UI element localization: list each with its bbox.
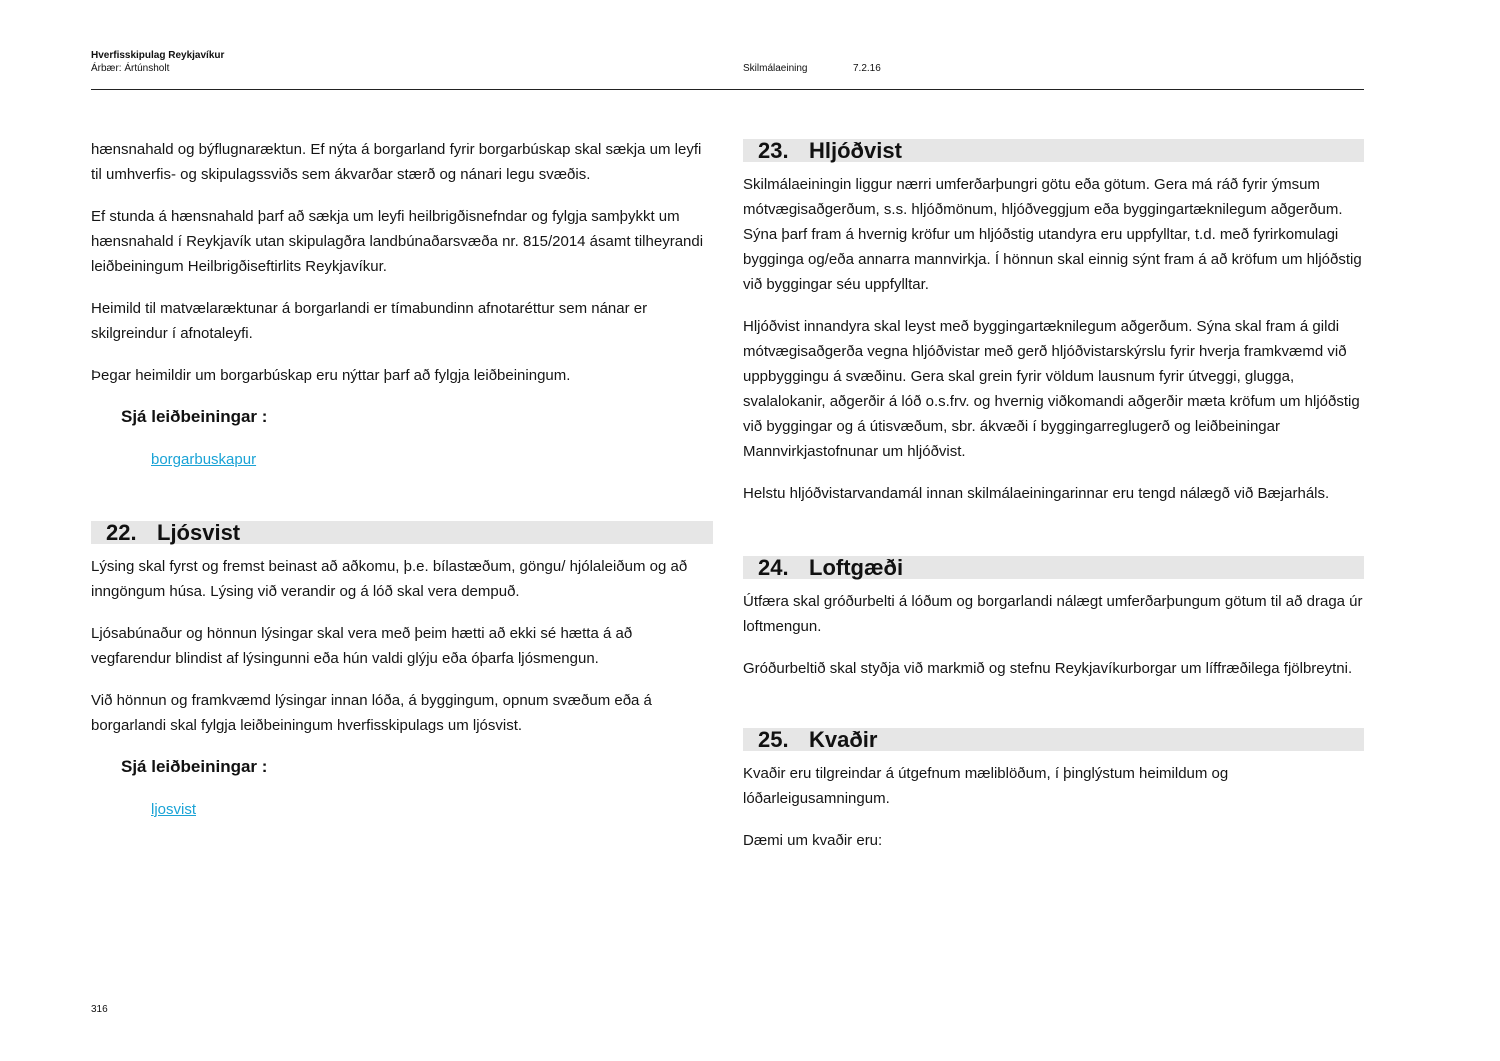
- guidelines-link-row: [151, 449, 713, 471]
- section-title: Kvaðir: [809, 726, 878, 752]
- document-subtitle: Árbær: Ártúnsholt: [91, 63, 170, 74]
- section-heading-hljodvist: [743, 139, 1364, 162]
- document-title: Hverfisskipulag Reykjavíkur: [91, 50, 225, 61]
- spacer: [743, 523, 1364, 556]
- page-number: 316: [91, 1004, 108, 1015]
- section-number: 23.: [758, 137, 789, 163]
- body-paragraph: Útfæra skal gróðurbelti á lóðum og borgarlandi nálægt umferðarþungum götum til að draga úr loftmengun.: [743, 593, 1363, 635]
- section-number: 22.: [106, 519, 137, 545]
- body-paragraph: Helstu hljóðvistarvandamál innan skilmálaeiningarinnar eru tengd nálægð við Bæjarháls.: [743, 485, 1330, 502]
- borgarbuskapur-link[interactable]: borgarbuskapur: [151, 451, 257, 468]
- body-paragraph: Heimild til matvælaræktunar á borgarlandi er tímabundinn afnotaréttur sem nánar er skilgreindur í afnotaleyfi.: [91, 300, 648, 342]
- body-paragraph: Ef stunda á hænsnahald þarf að sækja um leyfi heilbrigðisnefndar og fylgja samþykkt um hænsnahald í Reykjavík utan skipulagðra landbúnaðarsvæða nr. 815/2014 ásamt tilheyrandi leiðbeiningum Heilbrigðiseftirlits Reykjavíkur.: [91, 208, 704, 275]
- section-heading-kvadir: [743, 728, 1364, 751]
- body-paragraph: Skilmálaeiningin liggur nærri umferðarþungri götu eða götum. Gera má ráð fyrir ýmsum mótvægisaðgerðum, s.s. hljóðmönum, hljóðveggjum eða byggingartæknilegum aðgerðum. Sýna þarf fram á hvernig kröfur um hljóðstig utandyra eru uppfylltar, t.d. með fyrirkomulagi bygginga og/eða annarra mannvirkja. Í hönnun skal einnig sýnt fram á að kröfum um hljóðstig við byggingar séu uppfylltar.: [743, 176, 1362, 293]
- section-title: Ljósvist: [157, 519, 241, 545]
- body-paragraph: Þegar heimildir um borgarbúskap eru nýttar þarf að fylgja leiðbeiningum.: [91, 367, 571, 384]
- right-column: [743, 139, 1364, 870]
- guidelines-link-row: [151, 799, 713, 821]
- spacer: [743, 698, 1364, 728]
- header-divider: [91, 89, 1364, 90]
- section-title: Loftgæði: [809, 554, 904, 580]
- body-paragraph: Við hönnun og framkvæmd lýsingar innan lóða, á byggingum, opnum svæðum eða á borgarlandi skal fylgja leiðbeiningum hverfisskipulags um ljósvist.: [91, 692, 652, 734]
- body-paragraph: hænsnahald og býflugnaræktun. Ef nýta á borgarland fyrir borgarbúskap skal sækja um leyfi til umhverfis- og skipulagssviðs sem ákvarðar stærð og nánari legu svæðis.: [91, 141, 702, 183]
- section-title: Hljóðvist: [809, 137, 902, 163]
- section-number: 25.: [758, 726, 789, 752]
- body-paragraph: Kvaðir eru tilgreindar á útgefnum mæliblöðum, í þinglýstum heimildum og lóðarleigusamningum.: [743, 765, 1229, 807]
- section-heading-loftgaedi: [743, 556, 1364, 579]
- left-column: [91, 137, 713, 821]
- body-paragraph: Lýsing skal fyrst og fremst beinast að aðkomu, þ.e. bílastæðum, göngu/ hjólaleiðum og að inngöngum húsa. Lýsing við verandir og á lóð skal vera dempuð.: [91, 558, 688, 600]
- header-section-code: 7.2.16: [853, 63, 881, 74]
- body-paragraph: Dæmi um kvaðir eru:: [743, 832, 883, 849]
- header-section-label: Skilmálaeining: [743, 63, 808, 74]
- section-heading-ljosvist: [91, 521, 713, 544]
- ljosvist-link[interactable]: ljosvist: [151, 801, 197, 818]
- guidelines-label: Sjá leiðbeiningar :: [121, 407, 268, 426]
- body-paragraph: Ljósabúnaður og hönnun lýsingar skal vera með þeim hætti að ekki sé hætta á að vegfarendur blindist af lýsingunni eða hún valdi glýju eða óþarfa ljósmengun.: [91, 625, 633, 667]
- spacer: [91, 471, 713, 521]
- section-number: 24.: [758, 554, 789, 580]
- guidelines-label: Sjá leiðbeiningar :: [121, 757, 268, 776]
- body-paragraph: Hljóðvist innandyra skal leyst með byggingartæknilegum aðgerðum. Sýna skal fram á gildi mótvægisaðgerða vegna hljóðvistar með gerð hljóðvistarskýrslu fyrir hverja framkvæmd við uppbyggingu á svæðinu. Gera skal grein fyrir völdum lausnum fyrir útveggi, glugga, svalalokanir, aðgerðir á lóð o.s.frv. og hvernig viðkomandi aðgerðir mæta kröfum um hljóðstig við byggingar og á útisvæðum, sbr. ákvæði í byggingarreglugerð og leiðbeiningar Mannvirkjastofnunar um hljóðvist.: [743, 318, 1360, 460]
- page-header: [0, 0, 1500, 95]
- body-paragraph: Gróðurbeltið skal styðja við markmið og stefnu Reykjavíkurborgar um líffræðilega fjölbreytni.: [743, 660, 1353, 677]
